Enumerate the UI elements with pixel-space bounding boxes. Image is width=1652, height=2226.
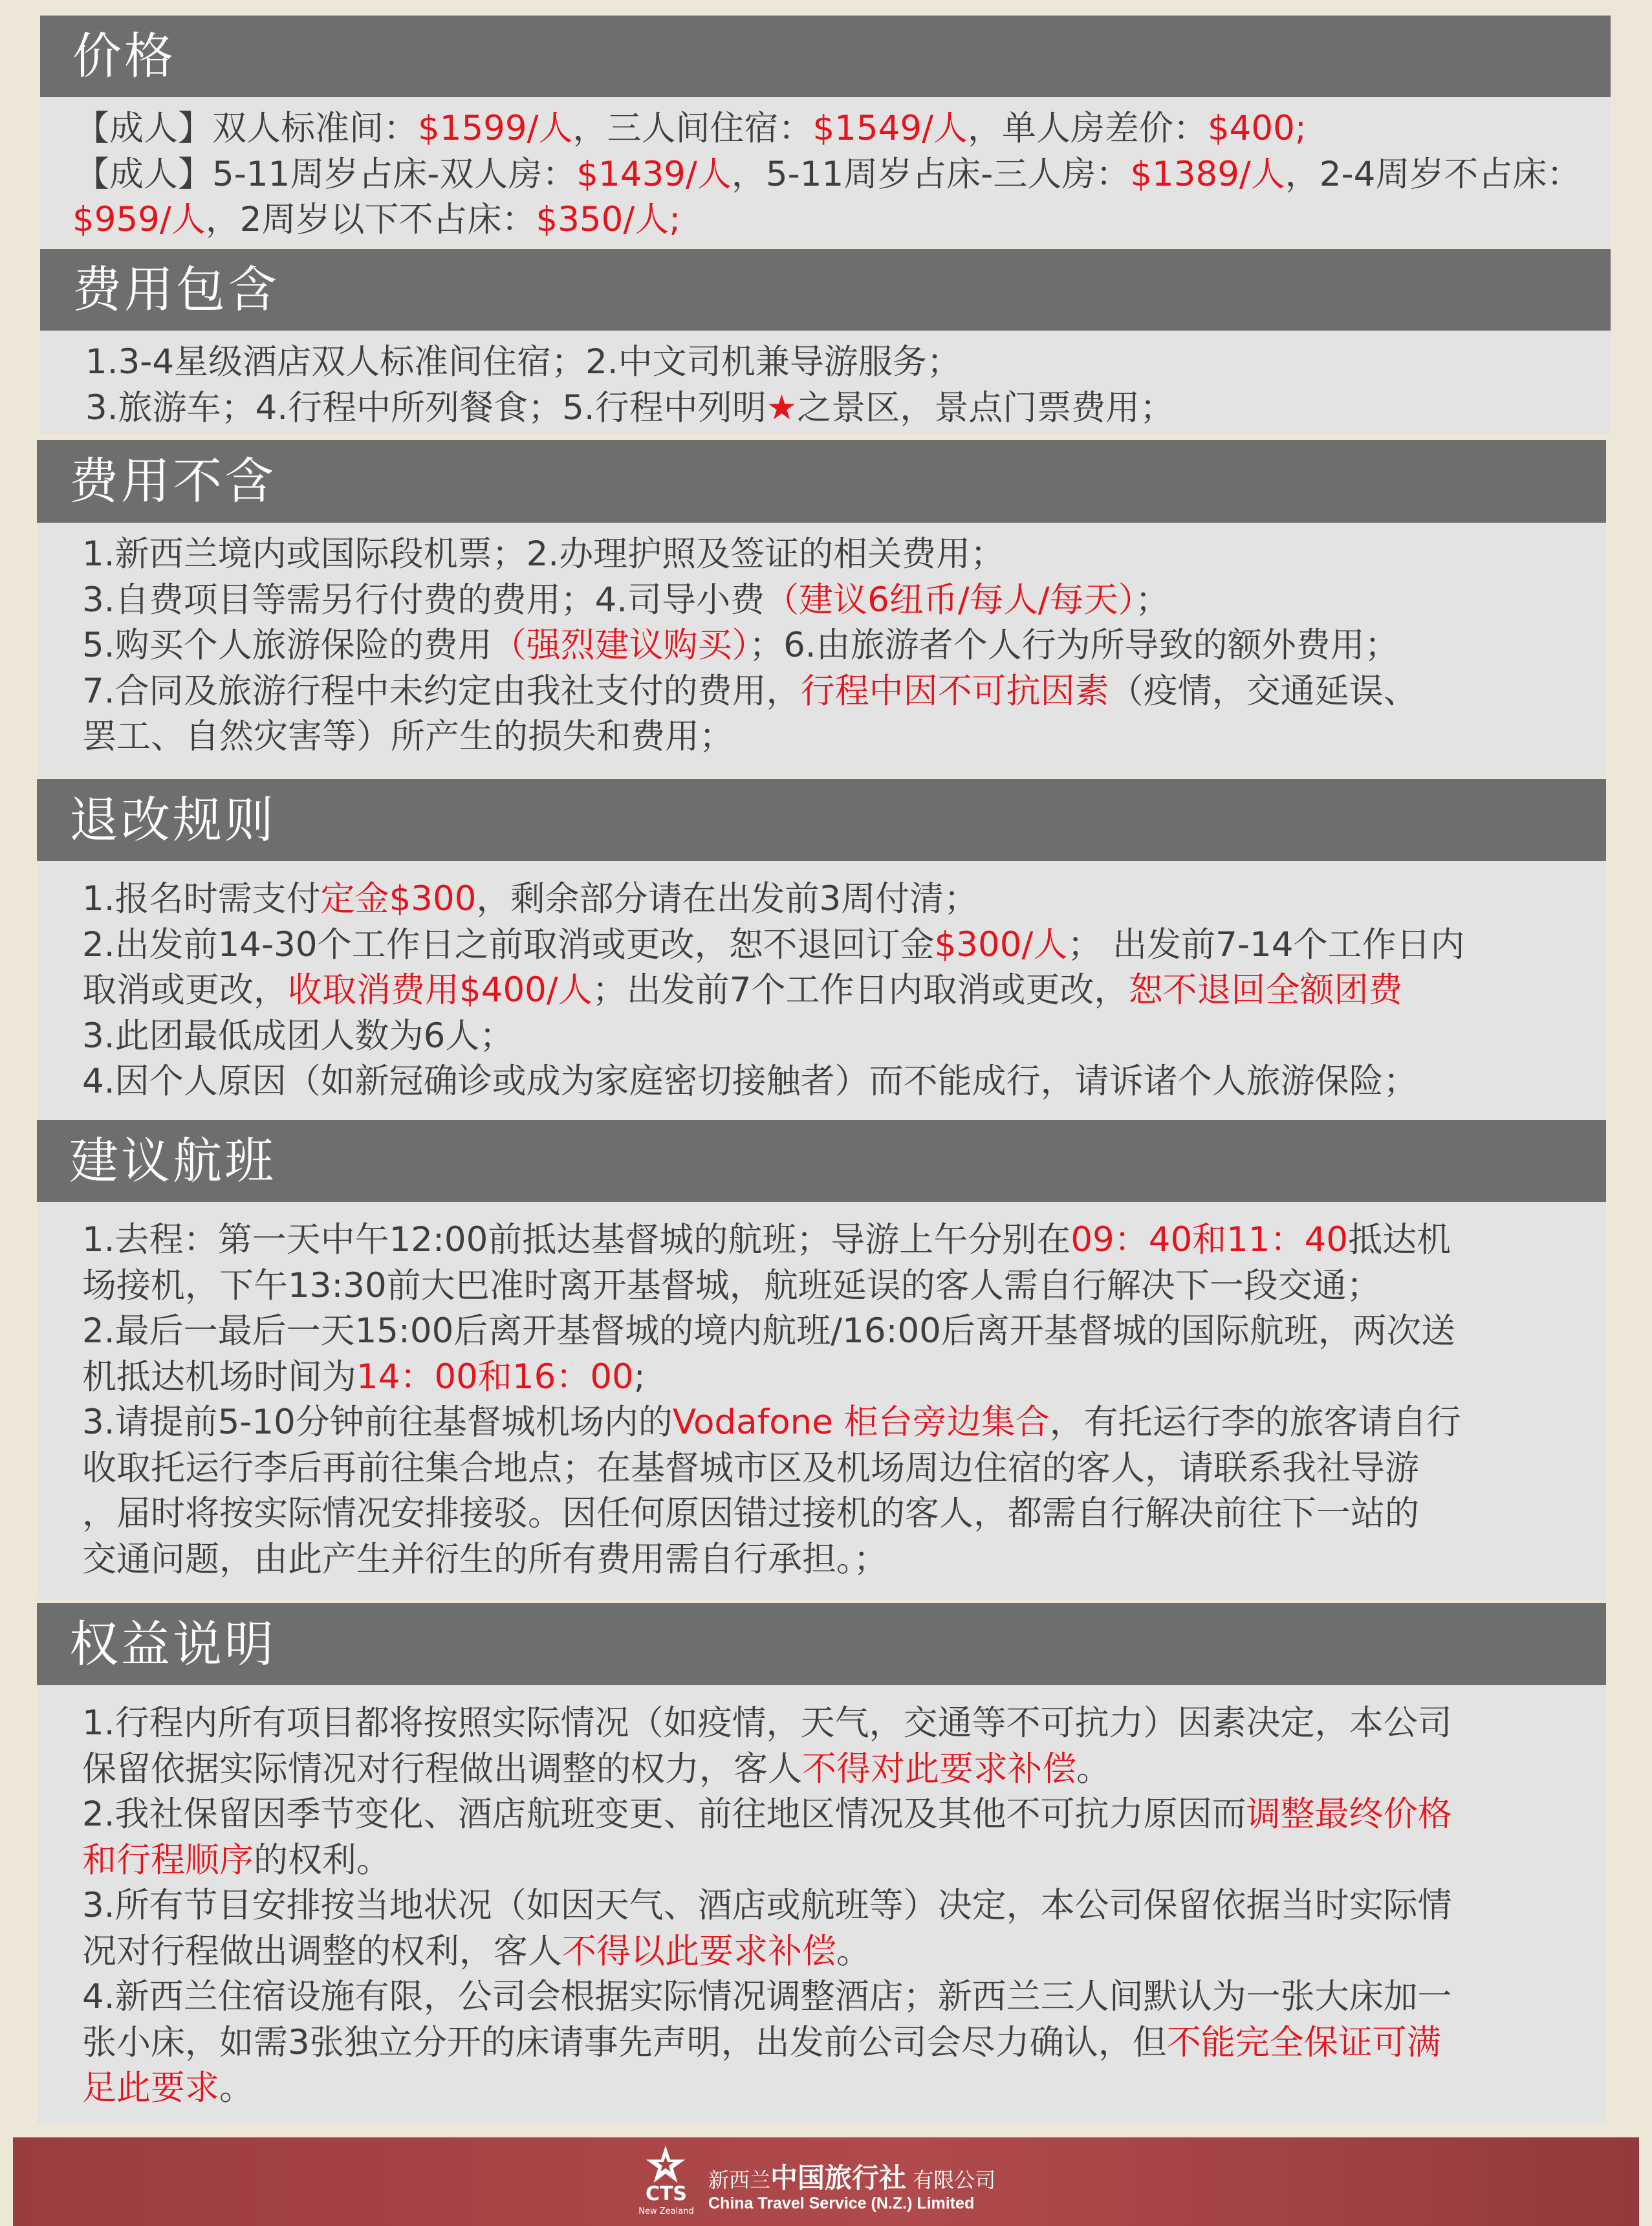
- refund-no-refund-highlight: 恕不退回全额团费: [1128, 970, 1403, 1010]
- price-single-label: ，单人房差价：: [967, 109, 1208, 148]
- excluded-line-1: 1.新西兰境内或国际段机票；2.办理护照及签证的相关费用；: [82, 534, 1005, 574]
- cts-logo-mark: [637, 2144, 695, 2221]
- company-name-cn-post: 有限公司: [913, 2168, 996, 2192]
- company-name-cn-pre: 新西兰: [708, 2168, 771, 2192]
- flights-body: [37, 1202, 1606, 1599]
- included-text: 3.旅游车；4.行程中所列餐食；5.行程中列明: [85, 387, 766, 428]
- flights-pickup-times: 09：40和11：40: [1071, 1220, 1349, 1260]
- refund-line-4: 3.此团最低成团人数为6人；: [82, 1016, 514, 1056]
- rights-line-5: 3.所有节目安排按当地状况（如因天气、酒店或航班等）决定，本公司保留依据当时实际情: [82, 1886, 1452, 1925]
- refund-cancel-end: ； 出发前7-14个工作日内: [1067, 924, 1465, 965]
- logo-cts-text: CTS: [645, 2183, 688, 2205]
- price-double: $1599/人: [418, 109, 573, 148]
- flights-dropoff-end: ;: [633, 1357, 646, 1397]
- refund-line-1: [82, 877, 1606, 922]
- price-toddler-label: ，2-4周岁不占床：: [1285, 154, 1581, 194]
- excluded-insurance-end: ；6.由旅游者个人行为所导致的额外费用；: [749, 626, 1399, 665]
- flights-line-6: 收取托运行李后再前往集合地点；在基督城市区及机场周边住宿的客人，请联系我社导游: [82, 1448, 1419, 1488]
- flights-line-2: 场接机，下午13:30前大巴准时离开基督城，航班延误的客人需自行解决下一段交通；: [82, 1265, 1381, 1305]
- logo-nz-text: New Zealand: [638, 2207, 694, 2216]
- rights-bed-text: 张小床，如需3张独立分开的床请事先声明，出发前公司会尽力确认，但: [82, 2022, 1167, 2062]
- excluded-insurance-highlight: （强烈建议购买）: [492, 626, 750, 665]
- rights-line-3: [82, 1792, 1606, 1838]
- flights-line-7: ，届时将按实际情况安排接驳。因任何原因错过接机的客人，都需自行解决前往下一站的: [82, 1494, 1419, 1533]
- excluded-body: [37, 523, 1606, 778]
- price-triple: $1549/人: [812, 109, 968, 148]
- rights-no-guarantee-highlight-end: 足此要求: [82, 2068, 219, 2108]
- star-logo-icon: [645, 2144, 686, 2185]
- refund-deposit-text: 1.报名时需支付: [82, 879, 321, 919]
- footer-banner: [13, 2137, 1639, 2226]
- rights-line-2: [82, 1747, 1606, 1793]
- excluded-tips-text: 3.自费项目等需另行付费的费用；4.司导小费: [82, 580, 765, 620]
- rights-bed-end: 。: [219, 2068, 254, 2108]
- refund-fee-text: 取消或更改，: [82, 970, 288, 1010]
- rights-order-highlight: 和行程顺序: [82, 1840, 254, 1880]
- refund-line-3: [82, 968, 1606, 1014]
- refund-title: 退改规则: [69, 791, 276, 849]
- flights-arrival-end: 抵达机: [1348, 1220, 1451, 1260]
- refund-cancel-text: 2.出发前14-30个工作日之前取消或更改，恕不退回订金: [82, 924, 935, 965]
- rights-adjust-text: 保留依据实际情况对行程做出调整的权力，客人: [82, 1749, 802, 1789]
- price-infant-label: ，2周岁以下不占床：: [205, 200, 536, 239]
- excluded-title: 费用不含: [69, 452, 276, 510]
- excluded-line-3: [82, 623, 1606, 669]
- flights-line-4: [82, 1355, 1606, 1401]
- excluded-tips-highlight: （建议6纽币/每人/每天）: [765, 580, 1136, 620]
- flights-title: 建议航班: [69, 1131, 276, 1190]
- rights-schedule-end: 。: [836, 1931, 871, 1971]
- included-header: [40, 249, 1611, 331]
- flights-line-8: 交通问题，由此产生并衍生的所有费用需自行承担。；: [82, 1539, 888, 1579]
- excluded-line-2: [82, 578, 1606, 624]
- excluded-insurance-text: 5.购买个人旅游保险的费用: [82, 626, 492, 665]
- rights-line-1: 1.行程内所有项目都将按照实际情况（如疫情，天气，交通等不可抗力）因素决定，本公司: [82, 1703, 1452, 1743]
- price-child-double-label: 【成人】5-11周岁占床-双人房：: [75, 154, 577, 194]
- flights-line-5: [82, 1400, 1606, 1446]
- price-adult-label: 【成人】双人标准间：: [75, 109, 418, 148]
- excluded-tips-end: ；: [1135, 580, 1170, 620]
- included-line-1: 1.3-4星级酒店双人标准间住宿；2.中文司机兼导游服务；: [85, 342, 961, 382]
- flights-header: [37, 1120, 1606, 1202]
- rights-line-4: [82, 1838, 1606, 1884]
- refund-fee-highlight: 收取消费用$400/人: [288, 970, 592, 1010]
- rights-no-compensation-2: 不得以此要求补偿: [562, 1931, 836, 1971]
- excluded-force-majeure-highlight: 行程中因不可抗因素: [800, 671, 1109, 711]
- rights-no-compensation-1: 不得对此要求补偿: [802, 1749, 1076, 1789]
- price-toddler: $959/人: [72, 200, 206, 239]
- price-infant: $350/人;: [536, 200, 681, 239]
- included-body: [40, 331, 1611, 434]
- refund-deposit-end: ，剩余部分请在出发前3周付清；: [476, 879, 979, 919]
- refund-cancel-highlight: $300/人: [934, 924, 1068, 965]
- rights-reserve-text: 2.我社保留因季节变化、酒店航班变更、前往地区情况及其他不可抗力原因而: [82, 1795, 1246, 1834]
- rights-reserve-end: 的权利。: [254, 1840, 391, 1880]
- excluded-contract-end: （疫情，交通延误、: [1109, 671, 1418, 711]
- price-body: [40, 97, 1611, 248]
- flights-meet-end: ，有托运行李的旅客请自行: [1049, 1402, 1461, 1442]
- included-text-end: 之景区，景点门票费用；: [797, 387, 1175, 428]
- rights-line-9: [82, 2066, 1606, 2111]
- flights-meet-point: Vodafone 柜台旁边集合: [672, 1402, 1050, 1442]
- company-logo: [637, 2137, 1051, 2226]
- excluded-header: [37, 440, 1606, 523]
- refund-line-2: [82, 922, 1606, 968]
- refund-fee-mid: ；出发前7个工作日内取消或更改，: [592, 970, 1129, 1010]
- excluded-contract-text: 7.合同及旅游行程中未约定由我社支付的费用，: [82, 671, 801, 711]
- rights-line-7: 4.新西兰住宿设施有限，公司会根据实际情况调整酒店；新西兰三人间默认为一张大床加一: [82, 1977, 1452, 2016]
- rights-body: [37, 1685, 1606, 2124]
- refund-line-5: 4.因个人原因（如新冠确诊或成为家庭密切接触者）而不能成行，请诉诸个人旅游保险；: [82, 1062, 1418, 1101]
- refund-body: [37, 861, 1606, 1118]
- rights-price-adjust-highlight: 调整最终价格: [1246, 1795, 1452, 1834]
- flights-line-3: 2.最后一最后一天15:00后离开基督城的境内航班/16:00后离开基督城的国际航班，两次送: [82, 1311, 1455, 1351]
- included-line-2: [85, 386, 1611, 431]
- price-triple-label: ，三人间住宿：: [572, 109, 813, 148]
- price-child-triple-label: ，5-11周岁占床-三人房：: [731, 154, 1131, 194]
- price-line-3: [40, 197, 1611, 243]
- price-child-double: $1439/人: [576, 154, 732, 194]
- price-header: [40, 16, 1611, 97]
- flights-line-1: [82, 1217, 1606, 1263]
- included-title: 费用包含: [72, 261, 279, 318]
- excluded-line-5: 罢工、自然灾害等）所产生的损失和费用；: [82, 717, 734, 756]
- flights-dropoff-text: 机抵达机场时间为: [82, 1357, 356, 1397]
- rights-no-guarantee-highlight: 不能完全保证可满: [1166, 2022, 1441, 2062]
- rights-adjust-end: 。: [1076, 1749, 1111, 1789]
- company-name-cn: [708, 2157, 995, 2196]
- refund-deposit-highlight: 定金$300: [320, 879, 477, 919]
- rights-header: [37, 1603, 1606, 1685]
- price-line-1: [75, 106, 1611, 152]
- rights-title: 权益说明: [69, 1615, 276, 1673]
- flights-arrival-text: 1.去程：第一天中午12:00前抵达基督城的航班；导游上午分别在: [82, 1220, 1071, 1260]
- price-child-triple: $1389/人: [1130, 154, 1285, 194]
- price-line-2: [75, 152, 1611, 198]
- flights-dropoff-times: 14：00和16：00: [356, 1357, 634, 1397]
- rights-schedule-text: 况对行程做出调整的权利，客人: [82, 1931, 562, 1971]
- company-name-en: China Travel Service (N.Z.) Limited: [708, 2194, 975, 2212]
- company-name-cn-main: 中国旅行社: [770, 2162, 907, 2194]
- star-icon: ★: [766, 387, 798, 428]
- price-title: 价格: [72, 27, 176, 85]
- rights-line-8: [82, 2020, 1606, 2066]
- excluded-line-4: [82, 669, 1606, 715]
- flights-meet-text: 3.请提前5-10分钟前往基督城机场内的: [82, 1402, 673, 1442]
- price-single-supplement: $400;: [1207, 109, 1307, 148]
- refund-header: [37, 779, 1606, 861]
- rights-line-6: [82, 1929, 1606, 1975]
